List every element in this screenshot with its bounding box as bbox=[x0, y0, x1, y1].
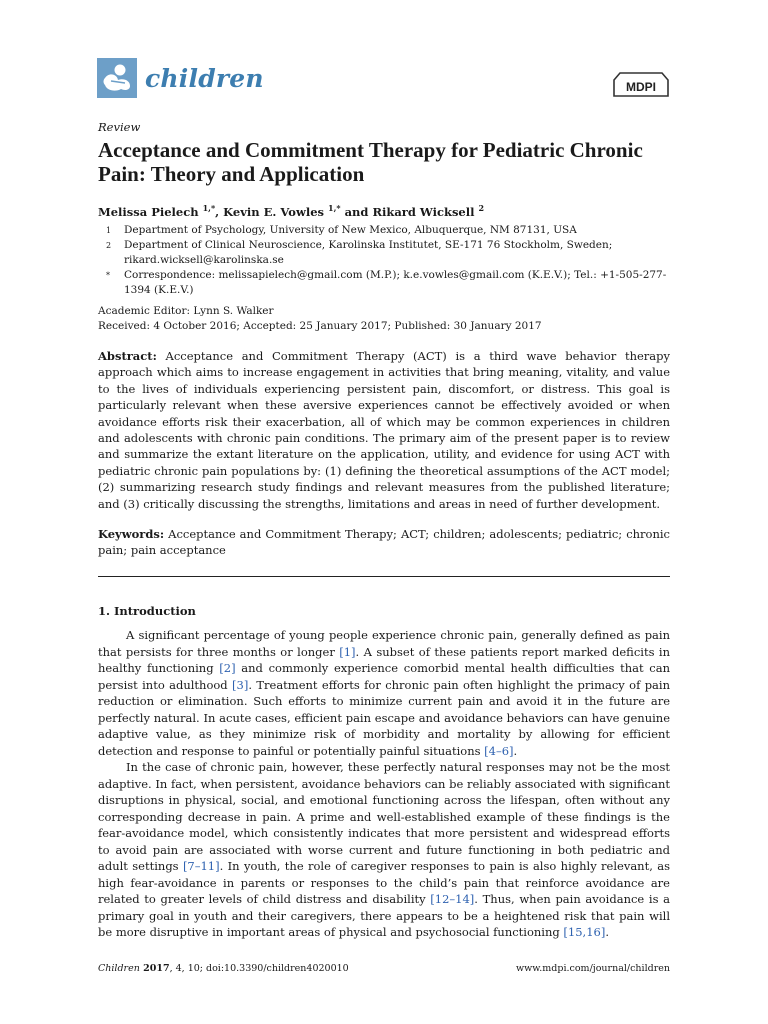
author-affiliation-mark: 1,* bbox=[328, 203, 341, 213]
mdpi-logo bbox=[610, 70, 672, 100]
page-footer bbox=[98, 963, 670, 974]
section-divider bbox=[98, 576, 670, 577]
citation-link[interactable]: [3] bbox=[232, 677, 249, 692]
author-list: Melissa Pielech $^{1,*}$, Kevin E. Vowles $^{1,*}$ and Rikard Wicksell $^2$ bbox=[98, 203, 485, 219]
correspondence: * Correspondence: melissapielech@gmail.com (M.P.); k.e.vowles@gmail.com (K.E.V.); Tel.: +1-505-277-1394 (K.E.V.) bbox=[106, 269, 667, 296]
mdpi-logo-text: MDPI bbox=[626, 80, 656, 94]
affiliation-item: 2 Department of Clinical Neuroscience, Karolinska Institutet, SE-171 76 Stockholm, Sweden; rikard.wicksell@karolinska.se bbox=[106, 239, 613, 266]
paragraph: In the case of chronic pain, however, these perfectly natural responses may not be the most adaptive. In fact, when persistent, avoidance behaviors can be reliably associated with significant disruptions in physical, social, and emotional functioning across the lifespan, often without any corresponding decrease in pain. A prime and well-established example of these findings is the fear-avoidance model, which consistently indicates that more persistent and widespread efforts to avoid pain are associated with worse current and future functioning in both pediatric and adult settings [7–11]. In youth, the role of caregiver responses to pain is also highly relevant, as high fear-avoidance in parents or responses to the child’s pain that reinforce avoidance are related to greater levels of child distress and disability [12–14]. Thus, when pain avoidance is a primary goal in youth and their caregivers, there appears to be a heightened risk that pain will be more disruptive in important areas of physical and psychosocial functioning [15,16]. bbox=[98, 760, 670, 939]
abstract-text: Acceptance and Commitment Therapy (ACT) is a third wave behavior therapy approach which aims to increase engagement in activities that bring meaning, vitality, and value to the lives of individuals experiencing persistent pain, discomfort, or distress. This goal is particularly relevant when these aversive experiences cannot be effectively avoided or when avoidance efforts risk their exacerbation, all of which may be common experiences in children and adolescents with chronic pain conditions. The primary aim of the present paper is to review and summarize the extant literature on the application, utility, and evidence for using ACT with pediatric chronic pain populations by: (1) defining the theoretical assumptions of the ACT model; (2) summarizing research study findings and relevant measures from the published literature; and (3) critically discussing the strengths, limitations and areas in need of further development. bbox=[98, 349, 670, 511]
publication-dates: Received: 4 October 2016; Accepted: 25 January 2017; Published: 30 January 2017 bbox=[98, 320, 542, 332]
paragraph: A significant percentage of young people experience chronic pain, generally defined as pain that persists for three months or longer [1]. A subset of these patients report marked deficits in healthy functioning [2] and commonly experience comorbid mental health difficulties that can persist into adulthood [3]. Treatment efforts for chronic pain often highlight the primacy of pain reduction or elimination. Such efforts to minimize current pain and avoid it in the future are perfectly natural. In acute cases, efficient pain escape and avoidance behaviors can have genuine adaptive value, as they minimize risk of morbidity and mortality by allowing for efficient detection and response to painful or potentially painful situations [4–6]. bbox=[98, 628, 671, 758]
abstract bbox=[98, 348, 670, 512]
article-type: Review bbox=[98, 120, 141, 134]
citation-link[interactable]: [7–11] bbox=[182, 859, 220, 873]
citation-link[interactable]: [4–6] bbox=[484, 743, 514, 758]
author-name: Rikard Wicksell bbox=[372, 204, 475, 219]
journal-url[interactable]: www.mdpi.com/journal/children bbox=[516, 963, 670, 974]
citation-link[interactable]: [15,16] bbox=[563, 925, 606, 939]
paper-title: Acceptance and Commitment Therapy for Pediatric Chronic Pain: Theory and Application bbox=[98, 138, 643, 186]
editor-dates bbox=[98, 304, 542, 334]
citation-link[interactable]: [12–14] bbox=[430, 892, 475, 906]
body-text bbox=[98, 627, 670, 941]
abstract-label: Abstract: bbox=[98, 349, 157, 363]
citation-link[interactable]: [2] bbox=[219, 661, 236, 675]
academic-editor: Academic Editor: Lynn S. Walker bbox=[98, 305, 274, 317]
author-name: Melissa Pielech bbox=[98, 204, 199, 219]
author-name: Kevin E. Vowles bbox=[223, 204, 325, 219]
citation-link[interactable]: [1] bbox=[339, 644, 356, 659]
journal-header bbox=[97, 58, 672, 102]
section-heading: 1. Introduction bbox=[98, 604, 196, 618]
author-affiliation-mark: 1,* bbox=[202, 203, 216, 213]
author-affiliation-mark: 2 bbox=[478, 203, 485, 213]
keywords-text: Acceptance and Commitment Therapy; ACT; children; adolescents; pediatric; chronic pain; pain acceptance bbox=[98, 527, 670, 558]
citation-footer: Children 2017, 4, 10; doi:10.3390/children4020010 bbox=[98, 963, 349, 974]
children-journal-logo bbox=[97, 58, 137, 98]
affiliation-item: 1 Department of Psychology, University of New Mexico, Albuquerque, NM 87131, USA bbox=[106, 224, 577, 236]
affiliations bbox=[98, 223, 678, 298]
journal-name: children bbox=[145, 64, 264, 93]
keywords bbox=[98, 526, 670, 559]
keywords-label: Keywords: bbox=[98, 527, 165, 541]
